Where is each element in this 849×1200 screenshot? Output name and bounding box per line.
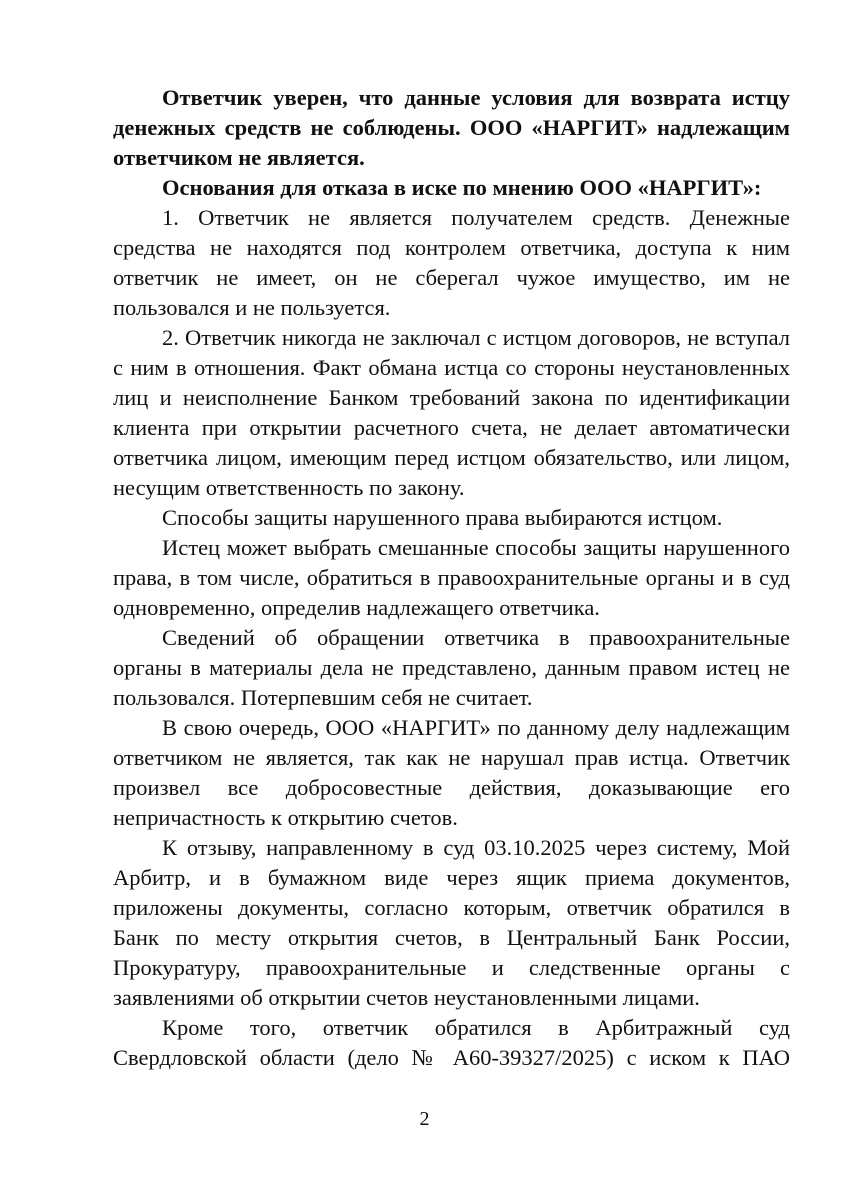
text-line: пользовался. Потерпевшим себя не считает. xyxy=(113,685,533,710)
paragraph xyxy=(113,713,790,833)
text-line: 2. Ответчик никогда не заключал с истцом договоров, не вступал xyxy=(162,325,790,350)
text-line: с ним в отношения. Факт обмана истца со стороны неустановленных xyxy=(113,355,790,380)
text-line: Сведений об обращении ответчика в правоохранительные xyxy=(162,625,790,650)
text-line: ответчиком не является. xyxy=(113,145,365,170)
text-line: лиц и неисполнение Банком требований закона по идентификации xyxy=(113,385,790,410)
text-line: Прокуратуру, правоохранительные и следственные органы с xyxy=(113,955,790,980)
text-line: ответчик не имеет, он не сберегал чужое имущество, им не xyxy=(113,265,790,290)
page-number: 2 xyxy=(419,1108,430,1130)
text-line: денежных средств не соблюдены. ООО «НАРГИТ» надлежащим xyxy=(113,115,790,140)
text-line: одновременно, определив надлежащего ответчика. xyxy=(113,595,600,620)
text-line: приложены документы, согласно которым, ответчик обратился в xyxy=(113,895,790,920)
paragraph xyxy=(113,323,790,503)
text-line: пользовался и не пользуется. xyxy=(113,295,391,320)
text-line: К отзыву, направленному в суд 03.10.2025 через систему, Мой xyxy=(162,835,790,860)
text-line: несущим ответственность по закону. xyxy=(113,475,465,500)
text-line: Банк по месту открытия счетов, в Центральный Банк России, xyxy=(113,925,790,950)
text-line: органы в материалы дела не представлено, данным правом истец не xyxy=(113,655,790,680)
paragraph xyxy=(113,833,790,1013)
paragraph xyxy=(113,1013,790,1073)
paragraph xyxy=(113,533,790,623)
text-line: Арбитр, и в бумажном виде через ящик приема документов, xyxy=(113,865,790,890)
text-line: Истец может выбрать смешанные способы защиты нарушенного xyxy=(162,535,790,560)
text-line: клиента при открытии расчетного счета, не делает автоматически xyxy=(113,415,790,440)
text-line: средства не находятся под контролем ответчика, доступа к ним xyxy=(113,235,790,260)
text-line: 1. Ответчик не является получателем средств. Денежные xyxy=(162,205,790,230)
text-line: Ответчик уверен, что данные условия для возврата истцу xyxy=(162,85,790,110)
text-line: заявлениями об открытии счетов неустановленными лицами. xyxy=(113,985,700,1010)
paragraph xyxy=(113,623,790,713)
text-line: Способы защиты нарушенного права выбираются истцом. xyxy=(162,505,723,530)
text-line: произвел все добросовестные действия, доказывающие его xyxy=(113,775,790,800)
text-line: ответчика лицом, имеющим перед истцом обязательство, или лицом, xyxy=(113,445,790,470)
text-line: права, в том числе, обратиться в правоохранительные органы и в суд xyxy=(113,565,790,590)
text-line: Кроме того, ответчик обратился в Арбитражный суд xyxy=(162,1015,790,1040)
document-body xyxy=(113,83,790,1073)
text-line: Свердловской области (дело № А60-39327/2025) с иском к ПАО xyxy=(113,1045,790,1070)
paragraph xyxy=(113,173,790,203)
paragraph xyxy=(113,503,790,533)
text-line: Основания для отказа в иске по мнению ООО «НАРГИТ»: xyxy=(162,175,762,200)
text-line: ответчиком не является, так как не нарушал прав истца. Ответчик xyxy=(113,745,790,770)
text-line: непричастность к открытию счетов. xyxy=(113,805,458,830)
paragraph xyxy=(113,83,790,173)
paragraph xyxy=(113,203,790,323)
text-line: В свою очередь, ООО «НАРГИТ» по данному делу надлежащим xyxy=(162,715,790,740)
